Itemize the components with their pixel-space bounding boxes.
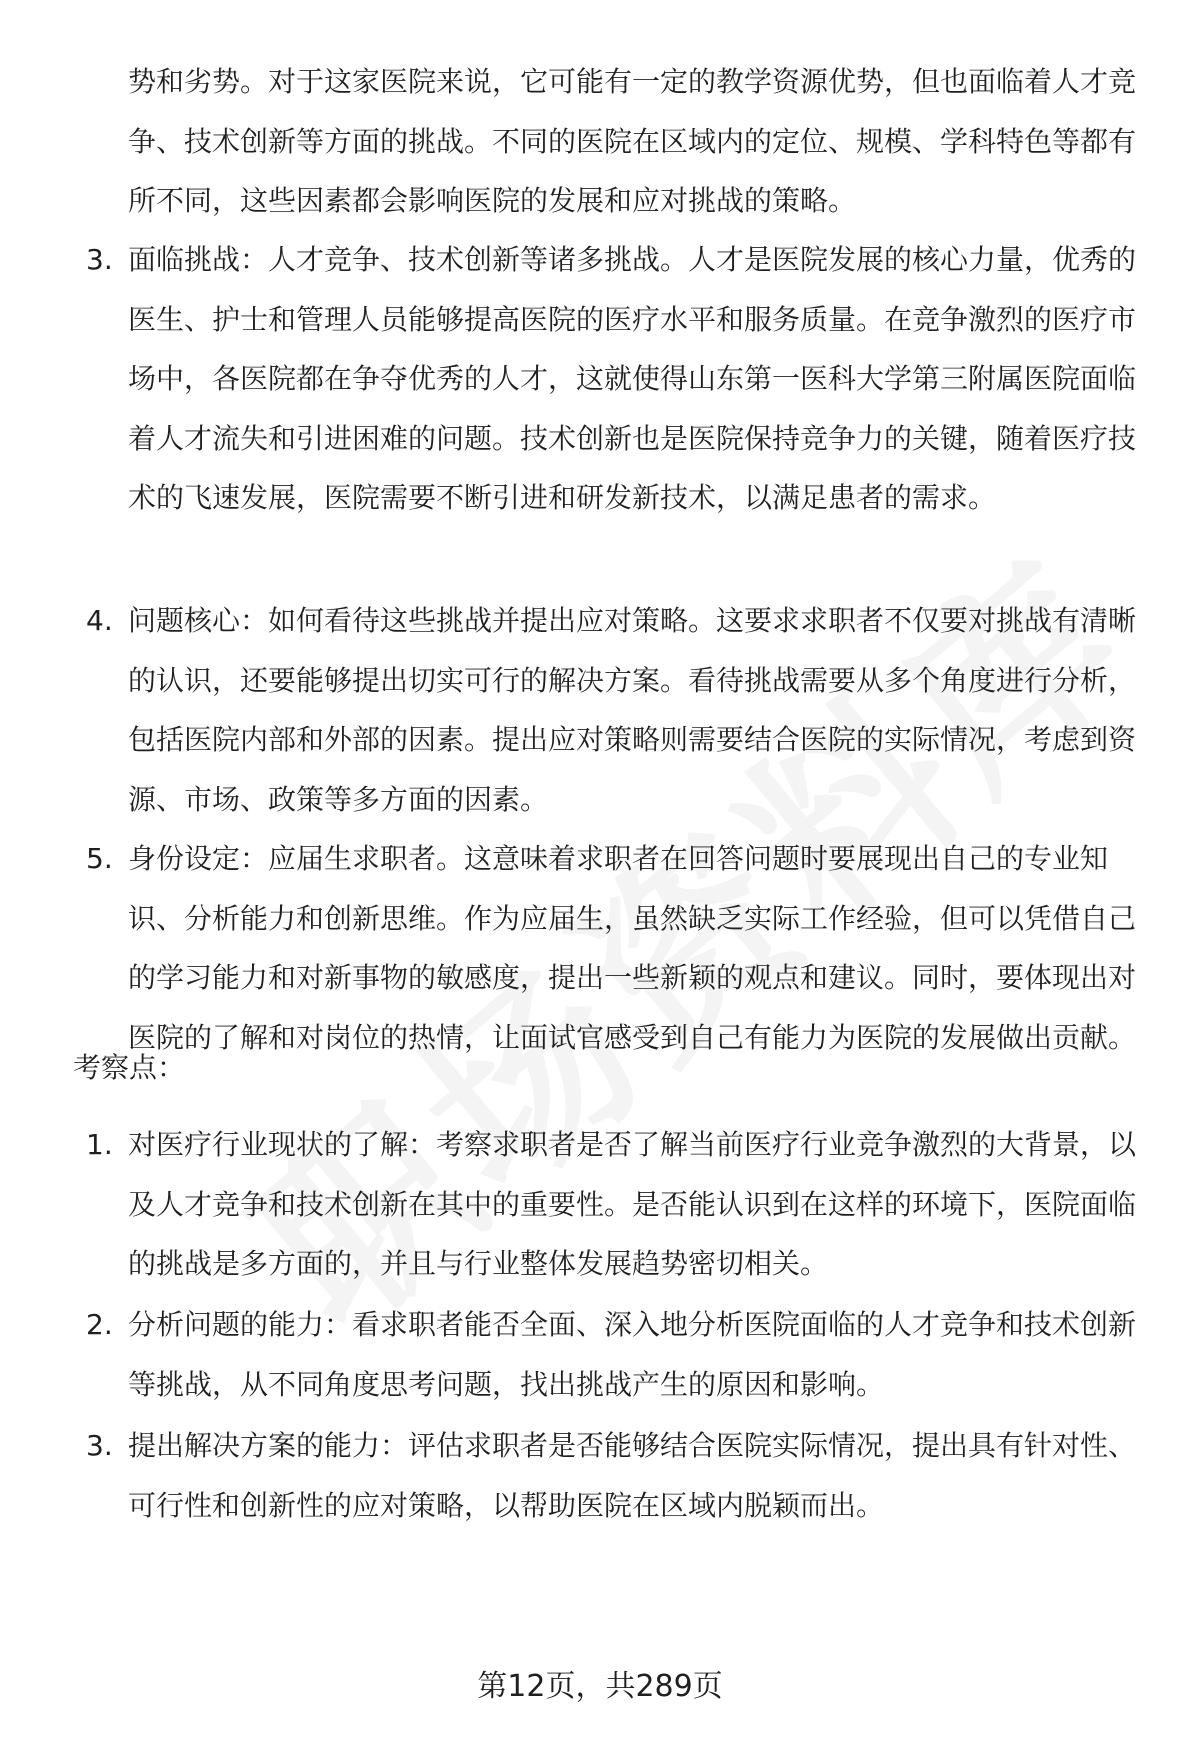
list-item bbox=[0, 591, 1148, 829]
list-number: 1. bbox=[86, 1128, 113, 1161]
list-item-text: 对医疗行业现状的了解：考察求职者是否了解当前医疗行业竞争激烈的大背景，以及人才竞争和技术创新在其中的重要性。是否能认识到在这样的环境下，医院面临的挑战是多方面的，并且与行业整体发展趋势密切相关。 bbox=[128, 1128, 1137, 1280]
list-item-text: 身份设定：应届生求职者。这意味着求职者在回答问题时要展现出自己的专业知识、分析能力和创新思维。作为应届生，虽然缺乏实际工作经验，但可以凭借自己的学习能力和对新事物的敏感度，提出一些新颖的观点和建议。同时，要体现出对医院的了解和对岗位的热情，让面试官感受到自己有能力为医院的发展做出贡献。 bbox=[128, 842, 1137, 1054]
list-item-text: 提出解决方案的能力：评估求职者是否能够结合医院实际情况，提出具有针对性、可行性和创新性的应对策略，以帮助医院在区域内脱颖而出。 bbox=[128, 1429, 1137, 1522]
list-number: 4. bbox=[86, 604, 113, 637]
list-item bbox=[0, 1115, 1148, 1293]
analysis-list bbox=[0, 230, 1200, 1127]
list-item-text: 面临挑战：人才竞争、技术创新等诸多挑战。人才是医院发展的核心力量，优秀的医生、护士和管理人员能够提高医院的医疗水平和服务质量。在竞争激烈的医疗市场中，各医院都在争夺优秀的人才，这就使得山东第一医科大学第三附属医院面临着人才流失和引进困难的问题。技术创新也是医院保持竞争力的关键，随着医疗技术的飞速发展，医院需要不断引进和研发新技术，以满足患者的需求。 bbox=[128, 243, 1137, 514]
assessment-points-list bbox=[0, 1115, 1200, 1535]
section-heading: 考察点： bbox=[73, 1051, 186, 1084]
list-item bbox=[0, 1416, 1148, 1535]
list-number: 3. bbox=[86, 1429, 113, 1462]
list-item bbox=[0, 1295, 1148, 1414]
list-item bbox=[0, 230, 1148, 587]
list-number: 5. bbox=[86, 842, 113, 875]
page-footer: 第12页，共289页 bbox=[477, 1669, 723, 1704]
list-item-text: 分析问题的能力：看求职者能否全面、深入地分析医院面临的人才竞争和技术创新等挑战，从不同角度思考问题，找出挑战产生的原因和影响。 bbox=[128, 1308, 1137, 1401]
list-number: 3. bbox=[86, 243, 113, 276]
list-item-text: 问题核心：如何看待这些挑战并提出应对策略。这要求求职者不仅要对挑战有清晰的认识，还要能够提出切实可行的解决方案。看待挑战需要从多个角度进行分析，包括医院内部和外部的因素。提出应对策略则需要结合医院的实际情况，考虑到资源、市场、政策等多方面的因素。 bbox=[128, 604, 1137, 816]
continued-paragraph: 势和劣势。对于这家医院来说，它可能有一定的教学资源优势，但也面临着人才竞争、技术创新等方面的挑战。不同的医院在区域内的定位、规模、学科特色等都有所不同，这些因素都会影响医院的发展和应对挑战的策略。 bbox=[128, 65, 1137, 217]
list-number: 2. bbox=[86, 1308, 113, 1341]
